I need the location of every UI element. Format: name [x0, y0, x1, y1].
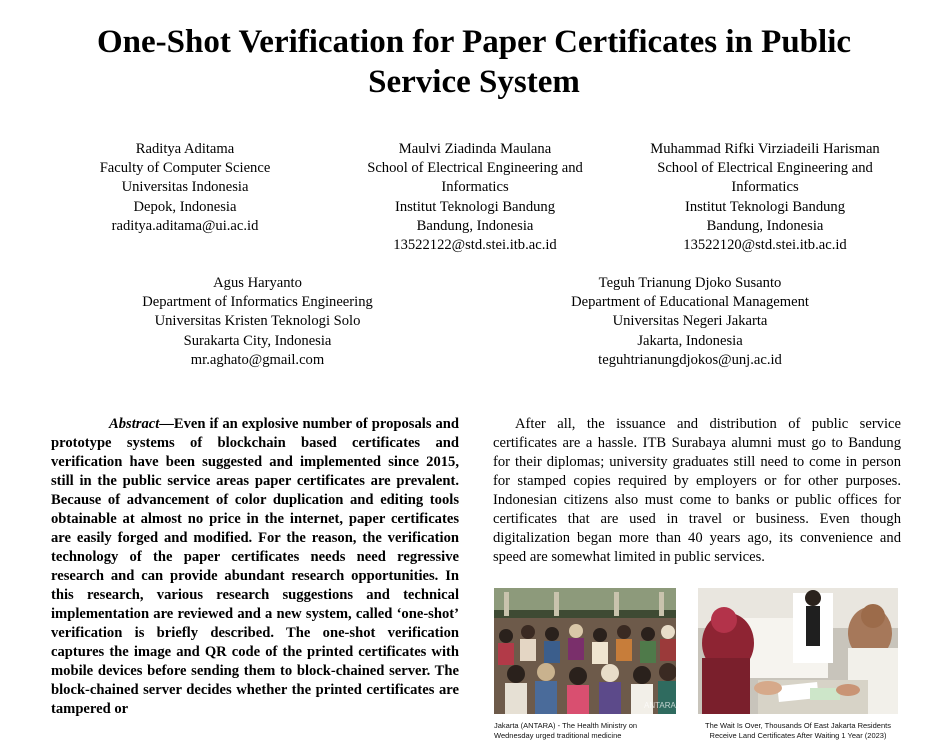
author-affiliation: Institut Teknologi Bandung	[394, 198, 556, 215]
author-affiliation: Informatics	[731, 179, 799, 196]
author-affiliation: Informatics	[441, 179, 509, 196]
author-affiliation: School of Electrical Engineering and	[657, 160, 873, 177]
author-affiliation: Universitas Kristen Teknologi Solo	[154, 313, 361, 330]
figure-crowd-photo	[494, 588, 676, 749]
author-email: teguhtrianungdjokos@unj.ac.id	[598, 351, 782, 368]
author-block	[80, 274, 435, 370]
office-photo	[698, 588, 898, 714]
figure-caption: Jakarta (ANTARA) - The Health Ministry on Wednesday urged traditional medicine	[494, 721, 638, 740]
author-affiliation: Universitas Indonesia	[121, 179, 249, 196]
author-location: Surakarta City, Indonesia	[183, 332, 332, 349]
author-block	[520, 274, 860, 370]
author-location: Depok, Indonesia	[133, 198, 237, 215]
author-affiliation: Institut Teknologi Bandung	[684, 198, 846, 215]
author-email: 13522122@std.stei.itb.ac.id	[393, 237, 557, 254]
author-name: Teguh Trianung Djoko Susanto	[598, 275, 782, 291]
author-location: Bandung, Indonesia	[706, 217, 824, 234]
author-name: Muhammad Rifki Virziadeili Harisman	[650, 141, 880, 157]
abstract-heading: Abstract	[109, 416, 160, 432]
author-name: Raditya Aditama	[135, 141, 235, 157]
author-affiliation: Universitas Negeri Jakarta	[612, 313, 768, 330]
author-email: mr.aghato@gmail.com	[190, 351, 325, 368]
author-affiliation: Department of Informatics Engineering	[142, 294, 373, 311]
crowd-photo	[494, 588, 676, 714]
author-block	[625, 140, 905, 255]
abstract-body: —Even if an explosive number of proposals and prototype systems of blockchain based certificates and verification have been suggested and implemented since 2015, still in the public service areas paper certificates are prevalent. Because of advancement of color duplication and editing tools obtainable at almost no price in the internet, paper certificates are easily forged and modified. For the reason, the verification technology of the paper certificates needs need regressive research and can provide abundant research opportunities. In this research, various research suggestions and technical implementation are reviewed and a new system, called ‘one-shot’ verification is briefly described. The one-shot verification captures the image and QR code of the printed certificates with mobile devices before sending them to block-chained server. The block-chained server decides whether the printed certificates are tampered or	[51, 416, 459, 717]
author-name: Maulvi Ziadinda Maulana	[398, 141, 552, 157]
paper-title	[0, 22, 948, 102]
author-affiliation: Faculty of Computer Science	[99, 160, 271, 177]
author-block	[60, 140, 310, 236]
author-email: raditya.aditama@ui.ac.id	[111, 217, 259, 234]
author-location: Jakarta, Indonesia	[637, 332, 743, 349]
author-name: Agus Haryanto	[213, 275, 302, 291]
author-affiliation: Department of Educational Management	[571, 294, 809, 311]
antara-watermark: ANTARA	[644, 701, 676, 710]
title-line-2: Service System	[368, 64, 580, 100]
author-affiliation: School of Electrical Engineering and	[367, 160, 583, 177]
author-email: 13522120@std.stei.itb.ac.id	[683, 237, 847, 254]
figure-caption: The Wait Is Over, Thousands Of East Jakarta Residents Receive Land Certificates After Waiting 1 Year (2023)	[705, 721, 891, 740]
introduction-paragraph: After all, the issuance and distribution of public service certificates are a hassle. ITB Surabaya alumni must go to Bandung for their diplomas; university graduates still need to come in person for stamped copies required by employers or for other purposes. Indonesian citizens also must come to banks or public offices for certificates that are used in travel or business. Even though digitalization began more than 40 years ago, its convenience and speed are somewhat limited in public services.	[493, 416, 901, 565]
author-block	[335, 140, 615, 255]
figure-office-photo	[698, 588, 898, 749]
abstract	[51, 415, 459, 719]
author-location: Bandung, Indonesia	[416, 217, 534, 234]
title-line-1: One-Shot Verification for Paper Certificates in Public	[96, 24, 852, 60]
